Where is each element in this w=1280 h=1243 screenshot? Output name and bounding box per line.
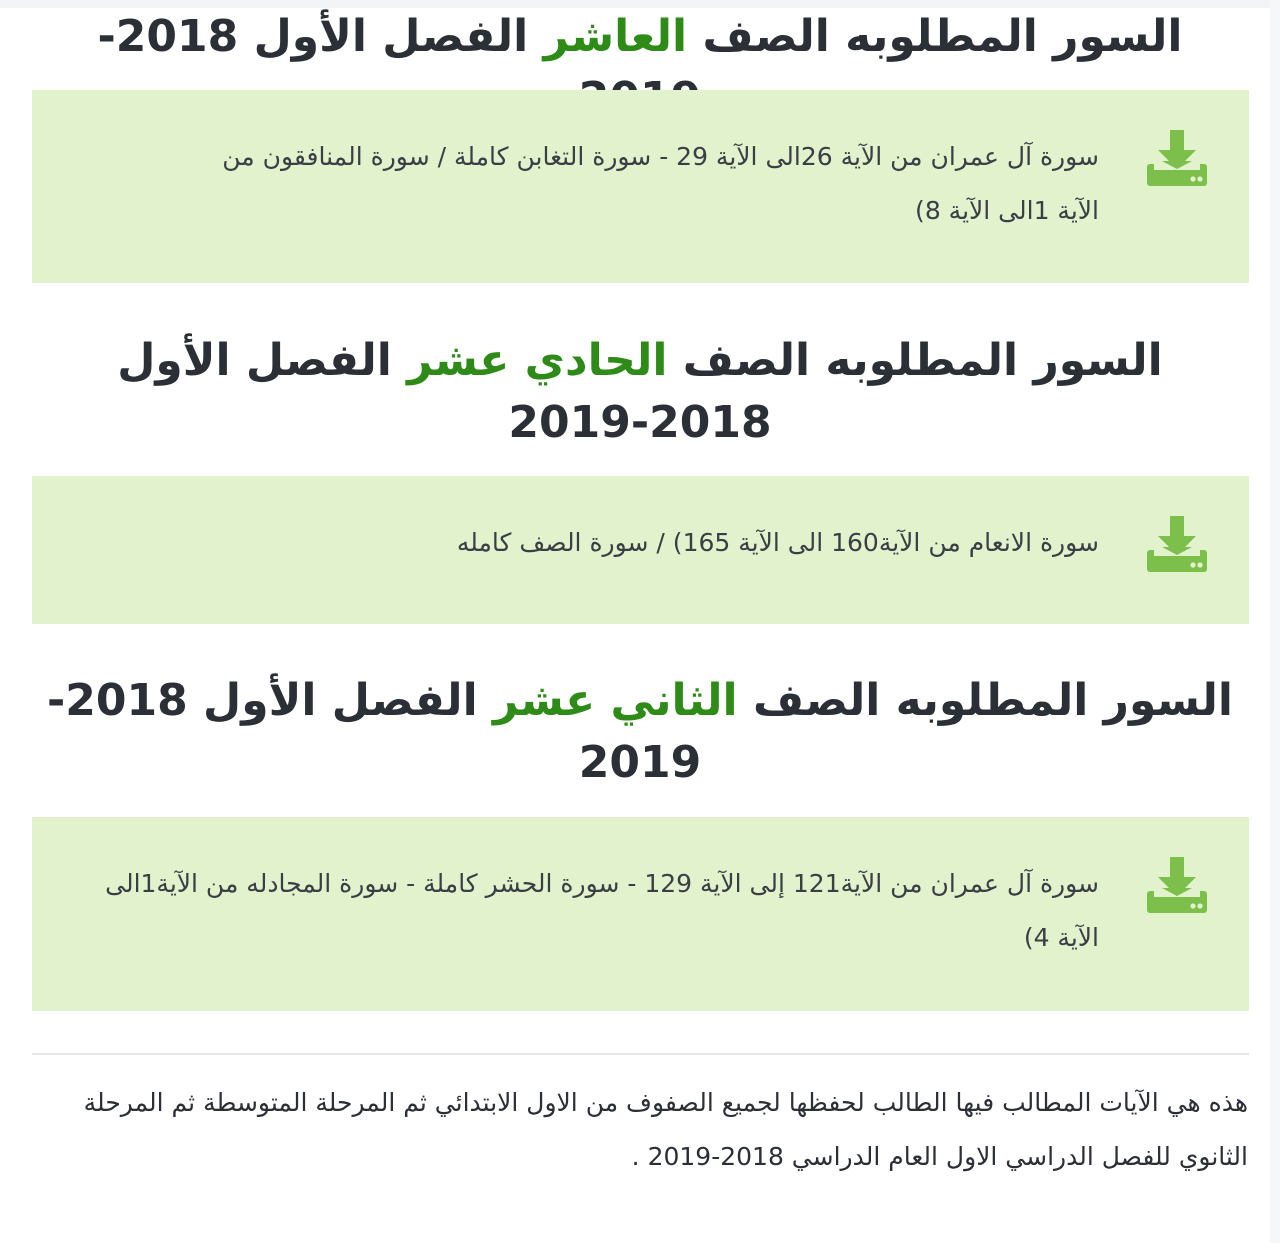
download-box-grade-12[interactable]: [32, 817, 1249, 1011]
grade-name-highlight: العاشر: [543, 11, 688, 62]
download-icon[interactable]: [1147, 516, 1207, 572]
grade-name-highlight: الحادي عشر: [407, 335, 668, 386]
download-box-grade-11[interactable]: [32, 476, 1249, 624]
download-link-text[interactable]: سورة آل عمران من الآية 26الى الآية 29 - سورة التغابن كاملة / سورة المنافقون من الآية 1الى الآية 8): [222, 142, 1099, 225]
title-suffix: الفصل الأول 2018-: [97, 11, 529, 62]
download-link-text[interactable]: سورة آل عمران من الآية121 إلى الآية 129 - سورة الحشر كاملة - سورة المجادله من الآية1الى الآية 4): [105, 869, 1099, 952]
title-prefix: السور المطلوبه الصف: [752, 675, 1233, 726]
footer-paragraph: هذه هي الآيات المطالب فيها الطالب لحفظها لجميع الصفوف من الاول الابتدائي ثم المرحلة المتوسطة ثم المرحلة الثانوي للفصل الدراسي الاول العام الدراسي 2018-2019 .: [83, 1088, 1248, 1171]
divider: [32, 1053, 1249, 1055]
title-prefix: السور المطلوبه الصف: [702, 11, 1183, 62]
download-icon[interactable]: [1147, 857, 1207, 913]
section-title-grade-12: [40, 670, 1240, 794]
download-icon[interactable]: [1147, 130, 1207, 186]
title-suffix: الفصل الأول 2018-2019: [117, 335, 772, 448]
download-link-text[interactable]: سورة الانعام من الآية160 الى الآية 165) / سورة الصف كامله: [456, 528, 1099, 557]
download-box-grade-10[interactable]: [32, 90, 1249, 283]
scroll-track: [1270, 0, 1280, 1243]
title-suffix: الفصل الأول 2018-2019: [47, 675, 702, 788]
grade-name-highlight: الثاني عشر: [492, 675, 738, 726]
title-prefix: السور المطلوبه الصف: [682, 335, 1163, 386]
section-title-grade-11: [40, 330, 1240, 454]
